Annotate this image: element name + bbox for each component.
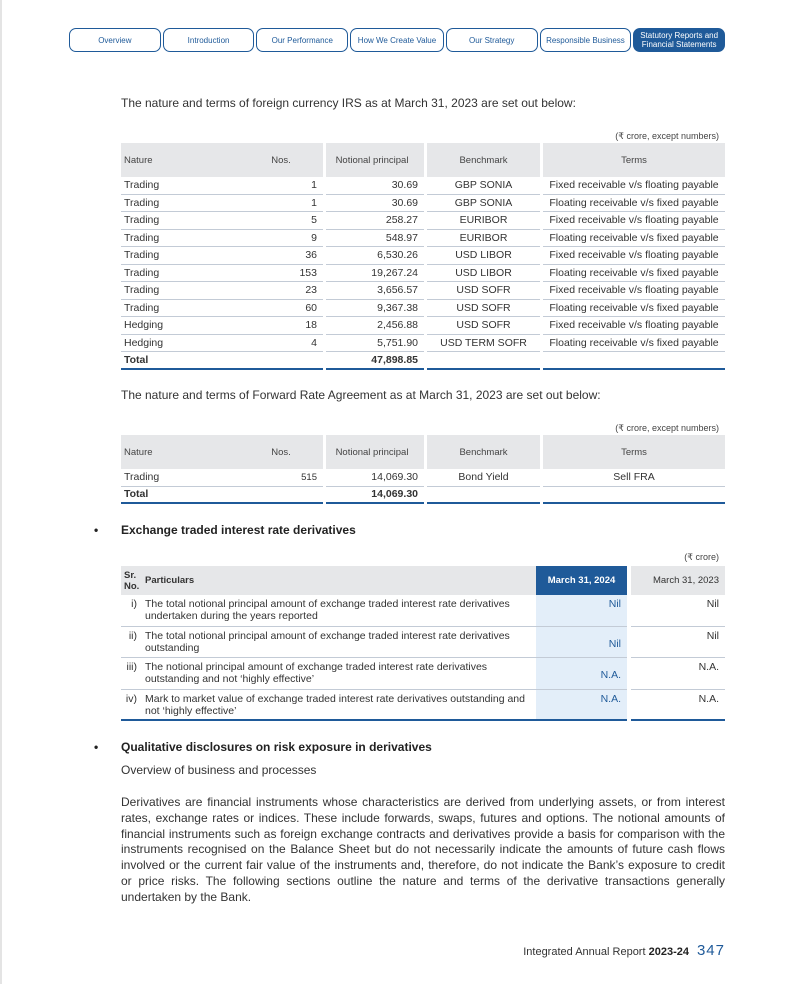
cell-march-2023: N.A. <box>631 658 725 690</box>
cell-notional: 6,530.26 <box>326 247 424 265</box>
cell-benchmark: USD TERM SOFR <box>427 335 540 353</box>
cell-benchmark: EURIBOR <box>427 212 540 230</box>
cell-terms: Fixed receivable v/s floating payable <box>543 212 725 230</box>
etd-header-row <box>121 566 725 595</box>
tab-responsible-business[interactable]: Responsible Business <box>540 28 632 52</box>
bullet-icon: • <box>94 740 99 754</box>
irs-header-row <box>121 143 725 177</box>
fra-intro: The nature and terms of Forward Rate Agreement as at March 31, 2023 are set out below: <box>121 388 601 402</box>
cell-nature: Trading <box>121 195 245 213</box>
cell-terms: Floating receivable v/s fixed payable <box>543 265 725 283</box>
cell-nos: 1 <box>245 195 323 213</box>
cell-notional: 2,456.88 <box>326 317 424 335</box>
cell-nature: Trading <box>121 282 245 300</box>
cell-notional: 30.69 <box>326 195 424 213</box>
col-march-2024: March 31, 2024 <box>536 566 627 595</box>
footer <box>523 942 725 959</box>
cell-benchmark: USD LIBOR <box>427 247 540 265</box>
cell-nature: Trading <box>121 212 245 230</box>
cell-nos: 1 <box>245 177 323 195</box>
col-notional: Notional principal <box>326 435 424 469</box>
cell-notional: 548.97 <box>326 230 424 248</box>
cell-march-2024: N.A. <box>536 690 627 721</box>
table-row <box>121 317 725 335</box>
cell-benchmark: USD LIBOR <box>427 265 540 283</box>
tab-overview[interactable]: Overview <box>69 28 161 52</box>
cell-benchmark: USD SOFR <box>427 317 540 335</box>
fra-header-row <box>121 435 725 469</box>
cell-particulars: The notional principal amount of exchange traded interest rate derivatives outstanding and not ‘highly effective’ <box>141 658 536 690</box>
total-label: Total <box>121 352 245 370</box>
cell-nos: 153 <box>245 265 323 283</box>
table-row <box>121 300 725 318</box>
table-row <box>121 230 725 248</box>
etd-heading: Exchange traded interest rate derivatives <box>121 523 356 537</box>
table-row <box>121 282 725 300</box>
col-benchmark: Benchmark <box>427 143 540 177</box>
cell-terms: Floating receivable v/s fixed payable <box>543 335 725 353</box>
cell-particulars: The total notional principal amount of exchange traded interest rate derivatives outstanding <box>141 627 536 658</box>
total-row <box>121 487 725 505</box>
tab-our-performance[interactable]: Our Performance <box>256 28 348 52</box>
cell-sr: iv) <box>121 690 141 721</box>
cell-terms: Floating receivable v/s fixed payable <box>543 230 725 248</box>
cell-nos: 4 <box>245 335 323 353</box>
qual-heading: Qualitative disclosures on risk exposure in derivatives <box>121 740 432 754</box>
cell-notional: 5,751.90 <box>326 335 424 353</box>
cell-nature: Trading <box>121 469 245 487</box>
table-row <box>121 690 725 721</box>
cell-march-2023: Nil <box>631 595 725 627</box>
cell-nature: Trading <box>121 230 245 248</box>
cell-terms: Floating receivable v/s fixed payable <box>543 300 725 318</box>
qual-subheading: Overview of business and processes <box>121 763 317 777</box>
cell-terms: Sell FRA <box>543 469 725 487</box>
total-row <box>121 352 725 370</box>
cell-nature: Trading <box>121 265 245 283</box>
cell-march-2024: Nil <box>536 627 627 658</box>
cell-terms: Fixed receivable v/s floating payable <box>543 317 725 335</box>
col-terms: Terms <box>543 143 725 177</box>
cell-nature: Hedging <box>121 317 245 335</box>
col-march-2023: March 31, 2023 <box>631 566 725 595</box>
cell-nos: 515 <box>245 469 323 487</box>
cell-nos: 18 <box>245 317 323 335</box>
table-row <box>121 595 725 627</box>
report-year: 2023-24 <box>648 946 689 958</box>
cell-particulars: Mark to market value of exchange traded interest rate derivatives outstanding and not ‘highly effective’ <box>141 690 536 721</box>
total-value: 14,069.30 <box>326 487 424 505</box>
irs-unit-note: (₹ crore, except numbers) <box>615 131 719 141</box>
cell-notional: 3,656.57 <box>326 282 424 300</box>
page-number: 347 <box>696 942 725 959</box>
cell-notional: 14,069.30 <box>326 469 424 487</box>
table-row <box>121 335 725 353</box>
table-row <box>121 177 725 195</box>
cell-particulars: The total notional principal amount of exchange traded interest rate derivatives undertaken during the years reported <box>141 595 536 627</box>
col-particulars: Particulars <box>141 566 536 595</box>
report-title: Integrated Annual Report 2023-24 <box>523 946 689 958</box>
etd-table <box>121 566 725 721</box>
table-row <box>121 265 725 283</box>
tab-statutory-reports[interactable]: Statutory Reports and Financial Statements <box>633 28 725 52</box>
col-benchmark: Benchmark <box>427 435 540 469</box>
irs-table <box>121 143 725 370</box>
col-notional: Notional principal <box>326 143 424 177</box>
tab-how-we-create-value[interactable]: How We Create Value <box>350 28 444 52</box>
cell-benchmark: Bond Yield <box>427 469 540 487</box>
fra-table <box>121 435 725 504</box>
cell-march-2023: N.A. <box>631 690 725 721</box>
cell-sr: i) <box>121 595 141 627</box>
cell-nature: Hedging <box>121 335 245 353</box>
tab-introduction[interactable]: Introduction <box>163 28 255 52</box>
col-nos: Nos. <box>245 435 323 469</box>
cell-nature: Trading <box>121 177 245 195</box>
etd-unit-note: (₹ crore) <box>684 552 719 562</box>
table-row <box>121 658 725 690</box>
col-sr: Sr. No. <box>121 566 141 595</box>
col-nature: Nature <box>121 143 245 177</box>
cell-nos: 36 <box>245 247 323 265</box>
col-nos: Nos. <box>245 143 323 177</box>
cell-terms: Floating receivable v/s fixed payable <box>543 195 725 213</box>
cell-nature: Trading <box>121 300 245 318</box>
cell-terms: Fixed receivable v/s floating payable <box>543 177 725 195</box>
cell-benchmark: GBP SONIA <box>427 177 540 195</box>
irs-intro: The nature and terms of foreign currency IRS as at March 31, 2023 are set out below: <box>121 96 576 110</box>
cell-march-2024: Nil <box>536 595 627 627</box>
cell-nature: Trading <box>121 247 245 265</box>
cell-sr: ii) <box>121 627 141 658</box>
cell-benchmark: USD SOFR <box>427 282 540 300</box>
total-label: Total <box>121 487 245 505</box>
cell-nos: 9 <box>245 230 323 248</box>
cell-terms: Fixed receivable v/s floating payable <box>543 247 725 265</box>
cell-benchmark: GBP SONIA <box>427 195 540 213</box>
cell-march-2024: N.A. <box>536 658 627 690</box>
top-nav <box>69 28 725 52</box>
cell-benchmark: EURIBOR <box>427 230 540 248</box>
table-row <box>121 195 725 213</box>
bullet-icon: • <box>94 523 99 537</box>
cell-sr: iii) <box>121 658 141 690</box>
cell-notional: 258.27 <box>326 212 424 230</box>
col-nature: Nature <box>121 435 245 469</box>
cell-notional: 19,267.24 <box>326 265 424 283</box>
cell-benchmark: USD SOFR <box>427 300 540 318</box>
table-row <box>121 627 725 658</box>
cell-nos: 60 <box>245 300 323 318</box>
page-edge <box>0 0 2 984</box>
tab-our-strategy[interactable]: Our Strategy <box>446 28 538 52</box>
fra-unit-note: (₹ crore, except numbers) <box>615 423 719 433</box>
col-terms: Terms <box>543 435 725 469</box>
cell-notional: 30.69 <box>326 177 424 195</box>
cell-terms: Fixed receivable v/s floating payable <box>543 282 725 300</box>
cell-march-2023: Nil <box>631 627 725 658</box>
cell-nos: 23 <box>245 282 323 300</box>
cell-notional: 9,367.38 <box>326 300 424 318</box>
total-value: 47,898.85 <box>326 352 424 370</box>
table-row <box>121 469 725 487</box>
table-row <box>121 247 725 265</box>
qual-body: Derivatives are financial instruments whose characteristics are derived from underlying assets, or from interest rates, exchange rates or indices. These include forwards, swaps, futures and options. The notional amounts of financial instruments such as foreign exchange contracts and derivatives provide a basis for comparison with the instruments recognised on the Balance Sheet but do not necessarily indicate the amounts of future cash flows involved or the current fair value of the instruments and, therefore, do not indicate the Bank’s exposure to credit or price risks. The following sections outline the nature and terms of the derivative transactions generally undertaken by the Bank. <box>121 795 725 904</box>
table-row <box>121 212 725 230</box>
cell-nos: 5 <box>245 212 323 230</box>
